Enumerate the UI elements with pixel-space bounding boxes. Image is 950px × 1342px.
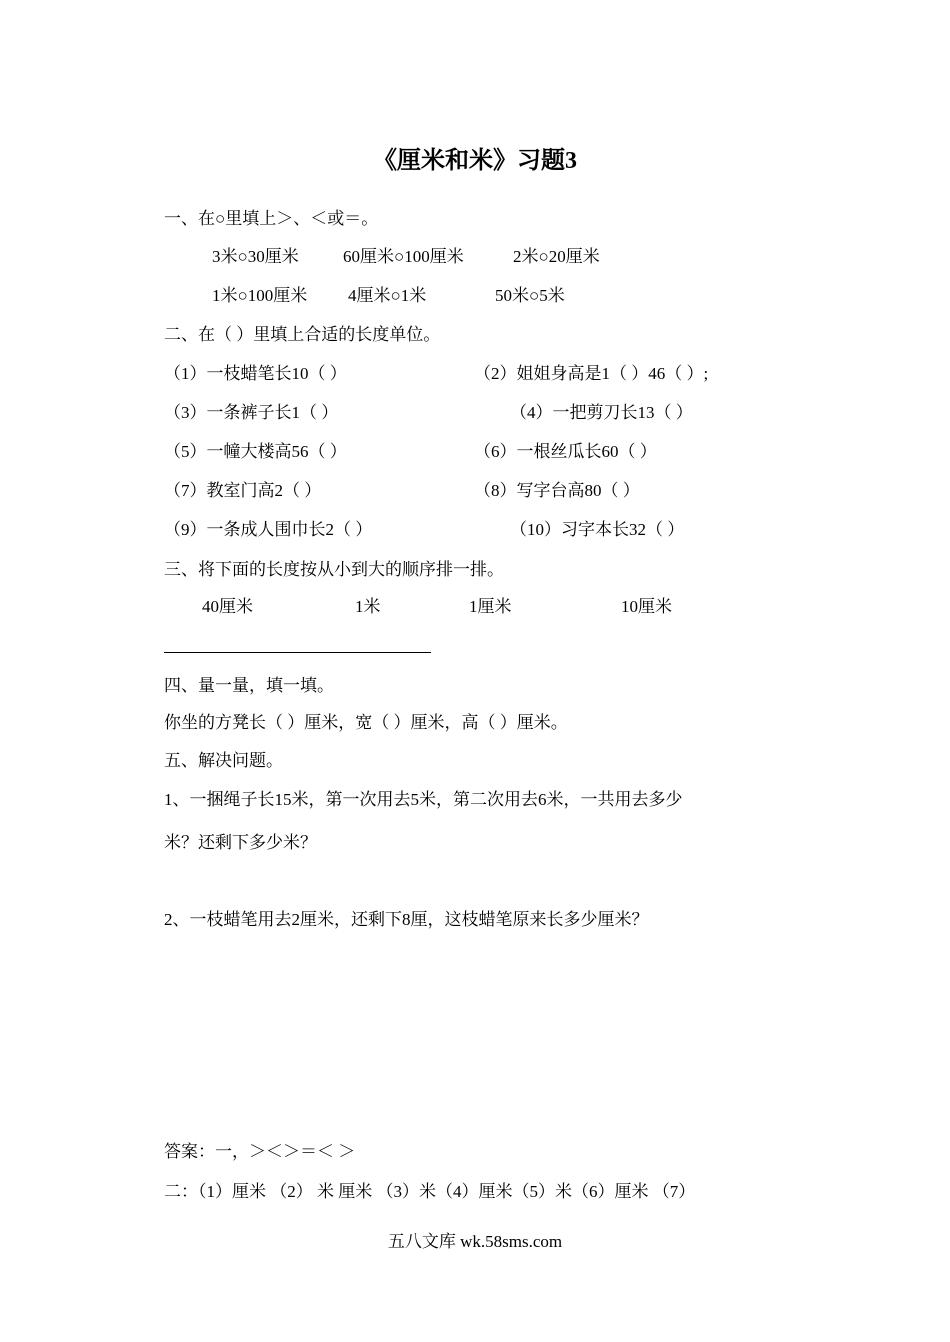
length-item: 1米 — [355, 597, 381, 616]
section3-heading: 三、将下面的长度按从小到大的顺序排一排。 — [164, 560, 504, 579]
page-footer: 五八文库 wk.58sms.com — [387, 1232, 563, 1251]
unit-item: （4）一把剪刀长13（ ） — [510, 403, 693, 422]
section1-heading: 一、在○里填上＞、＜或＝。 — [164, 209, 379, 228]
unit-item: （1）一枝蜡笔长10（ ） — [164, 364, 347, 383]
length-item: 40厘米 — [202, 597, 253, 616]
length-item: 1厘米 — [469, 597, 512, 616]
length-item: 10厘米 — [621, 597, 672, 616]
unit-item: （7）教室门高2（ ） — [164, 481, 322, 500]
unit-item: （3）一条裤子长1（ ） — [164, 403, 339, 422]
compare-item: 3米○30厘米 — [212, 247, 299, 266]
answer-line — [164, 652, 431, 653]
compare-item: 1米○100厘米 — [212, 286, 308, 305]
compare-item: 2米○20厘米 — [513, 247, 600, 266]
question-1-line-2: 米？还剩下多少米？ — [164, 833, 317, 852]
compare-item: 60厘米○100厘米 — [343, 247, 464, 266]
answers-line-1: 答案：一，＞＜＞＝＜ ＞ — [164, 1142, 356, 1161]
unit-item: （8）写字台高80（ ） — [474, 481, 640, 500]
unit-item: （6）一根丝瓜长60（ ） — [474, 442, 657, 461]
section2-heading: 二、在（ ）里填上合适的长度单位。 — [164, 325, 441, 344]
unit-item: （5）一幢大楼高56（ ） — [164, 442, 347, 461]
question-2: 2、一枝蜡笔用去2厘米，还剩下8厘，这枝蜡笔原来长多少厘米？ — [164, 910, 649, 929]
page-title: 《厘米和米》习题3 — [373, 148, 577, 174]
section4-heading: 四、量一量，填一填。 — [164, 676, 334, 695]
unit-item: （9）一条成人围巾长2（ ） — [164, 520, 373, 539]
unit-item: （10）习字本长32（ ） — [510, 520, 685, 539]
compare-item: 4厘米○1米 — [348, 286, 427, 305]
question-1-line-1: 1、一捆绳子长15米，第一次用去5米，第二次用去6米，一共用去多少 — [164, 790, 683, 809]
answers-line-2: 二：（1）厘米 （2） 米 厘米 （3）米（4）厘米（5）米（6）厘米 （7） — [164, 1182, 696, 1201]
measure-line: 你坐的方凳长（ ）厘米，宽（ ）厘米，高（ ）厘米。 — [164, 713, 568, 732]
unit-item: （2）姐姐身高是1（ ）46（ ）; — [474, 364, 709, 383]
compare-item: 50米○5米 — [495, 286, 565, 305]
section5-heading: 五、解决问题。 — [164, 751, 283, 770]
